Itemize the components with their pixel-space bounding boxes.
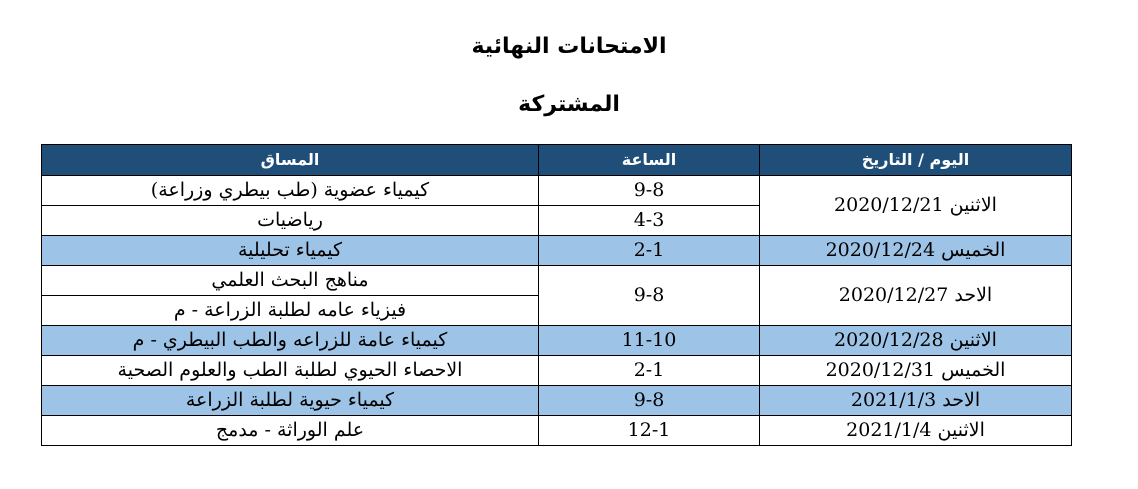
time-cell: 9-8 xyxy=(539,266,760,326)
page-subtitle: المشتركة xyxy=(518,92,620,117)
course-cell: الاحصاء الحيوي لطلبة الطب والعلوم الصحية xyxy=(42,356,539,386)
date-cell: الاحد 2020/12/27 xyxy=(760,266,1072,326)
date-cell: الاثنين 2020/12/28 xyxy=(760,326,1072,356)
time-cell: 2-1 xyxy=(539,236,760,266)
course-cell: كيمياء عامة للزراعه والطب البيطري - م xyxy=(42,326,539,356)
column-header-date: اليوم / التاريخ xyxy=(760,145,1072,176)
time-cell: 9-8 xyxy=(539,176,760,206)
course-cell: كيمياء عضوية (طب بيطري وزراعة) xyxy=(42,176,539,206)
table-row xyxy=(42,386,1072,416)
page-title: الامتحانات النهائية xyxy=(471,34,667,59)
date-cell: الاحد 2021/1/3 xyxy=(760,386,1072,416)
exam-schedule-table xyxy=(41,144,1072,446)
table-header-row xyxy=(42,145,1072,176)
course-cell: مناهج البحث العلمي xyxy=(42,266,539,296)
course-cell: رياضيات xyxy=(42,206,539,236)
time-cell: 9-8 xyxy=(539,386,760,416)
date-cell: الخميس 2020/12/24 xyxy=(760,236,1072,266)
table-row xyxy=(42,176,1072,206)
time-cell: 11-10 xyxy=(539,326,760,356)
table-row xyxy=(42,266,1072,296)
table-row xyxy=(42,416,1072,446)
course-cell: كيمياء تحليلية xyxy=(42,236,539,266)
time-cell: 2-1 xyxy=(539,356,760,386)
table-row xyxy=(42,236,1072,266)
time-cell: 12-1 xyxy=(539,416,760,446)
date-cell: الاثنين 2020/12/21 xyxy=(760,176,1072,236)
date-cell: الخميس 2020/12/31 xyxy=(760,356,1072,386)
course-cell: كيمياء حيوية لطلبة الزراعة xyxy=(42,386,539,416)
date-cell: الاثنين 2021/1/4 xyxy=(760,416,1072,446)
column-header-time: الساعة xyxy=(539,145,760,176)
table-row xyxy=(42,326,1072,356)
course-cell: علم الوراثة - مدمج xyxy=(42,416,539,446)
course-cell: فيزياء عامه لطلبة الزراعة - م xyxy=(42,296,539,326)
column-header-course: المساق xyxy=(42,145,539,176)
table-row xyxy=(42,356,1072,386)
time-cell: 4-3 xyxy=(539,206,760,236)
